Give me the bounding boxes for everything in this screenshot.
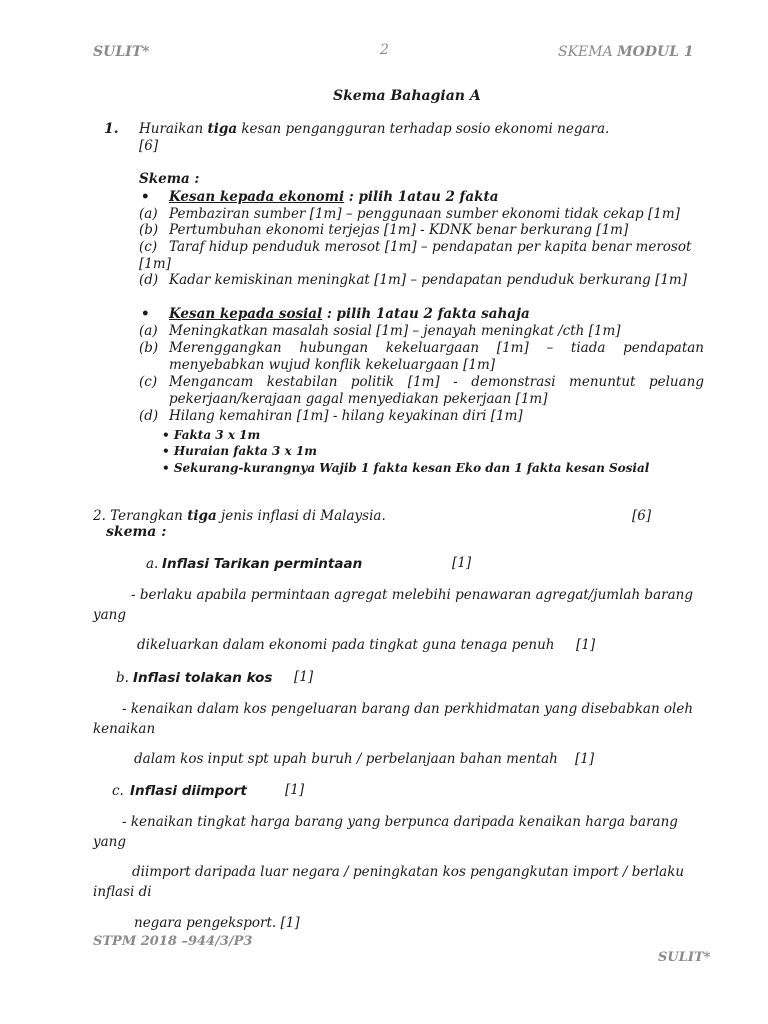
q2-skema-label: skema : — [106, 524, 167, 540]
group2-item-a-label: (a) — [139, 323, 158, 339]
q1-skema-label: Skema : — [139, 171, 200, 187]
note-fakta: • Fakta 3 x 1m — [162, 428, 261, 442]
header-skema-modul — [558, 44, 694, 60]
group2-item-c-line1: Mengancam kestabilan politik [1m] - demonstrasi menuntut peluang — [169, 374, 704, 390]
group2-heading-underlined: Kesan kepada sosial — [169, 306, 323, 322]
q2a-title: Inflasi Tarikan permintaan — [162, 556, 363, 572]
q1-text-post: kesan pengangguran terhadap sosio ekonomi negara. — [241, 121, 610, 137]
group2-item-b-line2: menyebabkan wujud konflik kekeluargaan [1m] — [169, 357, 496, 373]
group1-item-b-text: Pertumbuhan ekonomi terjejas [1m] - KDNK benar berkurang [1m] — [169, 222, 629, 238]
group2-item-d-label: (d) — [139, 408, 159, 424]
note-huraian: • Huraian fakta 3 x 1m — [162, 444, 317, 458]
q2c-line2: diimport daripada luar negara / peningkatan kos pengangkutan import / berlaku — [132, 864, 685, 880]
group2-item-d-text: Hilang kemahiran [1m] - hilang keyakinan diri [1m] — [169, 408, 523, 424]
header-skema: SKEMA — [558, 44, 613, 60]
group2-item-b-label: (b) — [139, 340, 159, 356]
group1-item-c-cont: [1m] — [139, 256, 171, 272]
q2-text-bold: tiga — [187, 508, 217, 524]
q2c-line1: - kenaikan tingkat harga barang yang berpunca daripada kenaikan harga barang — [122, 814, 678, 830]
q2-text-pre: 2. Terangkan — [93, 508, 183, 524]
q2a-line1b: yang — [93, 607, 127, 623]
group2-item-a-text: Meningkatkan masalah sosial [1m] – jenayah meningkat /cth [1m] — [169, 323, 621, 339]
q1-number: 1. — [104, 121, 119, 137]
q1-question — [139, 121, 609, 138]
q2-question — [93, 508, 386, 525]
q2b-line1: - kenaikan dalam kos pengeluaran barang dan perkhidmatan yang disebabkan oleh — [122, 701, 694, 717]
group2-bullet: • — [141, 306, 150, 322]
footer-sulit: SULIT* — [658, 950, 711, 965]
group1-heading-underlined: Kesan kepada ekonomi — [169, 189, 345, 205]
q2c-line2b: inflasi di — [93, 884, 152, 900]
q2c-title: Inflasi diimport — [130, 783, 247, 799]
q2b-line2: dalam kos input spt upah buruh / perbelanjaan bahan mentah — [134, 751, 558, 767]
group2-item-b-line1: Merenggangkan hubungan kekeluargaan [1m] – tiada pendapatan — [169, 340, 704, 356]
q2c-mark: [1] — [285, 782, 305, 798]
group1-bullet: • — [141, 189, 150, 205]
q2b-title: Inflasi tolakan kos — [133, 670, 273, 686]
q2b-line2-mark: [1] — [575, 751, 595, 767]
q2a-mark: [1] — [452, 555, 472, 571]
group1-heading-rest: : pilih 1atau 2 fakta — [348, 189, 499, 205]
note-wajib: • Sekurang-kurangnya Wajib 1 fakta kesan Eko dan 1 fakta kesan Sosial — [162, 461, 650, 475]
group1-item-b-label: (b) — [139, 222, 159, 238]
q2b-label: b. — [116, 670, 129, 686]
q2a-line1: - berlaku apabila permintaan agregat melebihi penawaran agregat/jumlah barang — [131, 587, 693, 603]
q2a-label: a. — [146, 556, 159, 572]
page-number: 2 — [380, 42, 389, 58]
group1-item-c-label: (c) — [139, 239, 158, 255]
group1-item-d-label: (d) — [139, 272, 159, 288]
q2c-label: c. — [112, 783, 124, 799]
q1-text-pre: Huraikan — [139, 121, 204, 137]
q2b-mark: [1] — [294, 669, 314, 685]
q2b-line1b: kenaikan — [93, 721, 156, 737]
q2a-line2: dikeluarkan dalam ekonomi pada tingkat guna tenaga penuh — [137, 637, 555, 653]
group1-heading — [169, 189, 498, 206]
group2-heading-rest: : pilih 1atau 2 fakta sahaja — [326, 306, 530, 322]
q1-text-bold: tiga — [207, 121, 238, 137]
group1-item-a-label: (a) — [139, 206, 158, 222]
group1-item-a-text: Pembaziran sumber [1m] – penggunaan sumber ekonomi tidak cekap [1m] — [169, 206, 680, 222]
q2a-line2-mark: [1] — [576, 637, 596, 653]
q1-marks: [6] — [139, 138, 159, 154]
group2-item-c-label: (c) — [139, 374, 158, 390]
group1-item-c-text: Taraf hidup penduduk merosot [1m] – pendapatan per kapita benar merosot — [169, 239, 692, 255]
q2c-line3: negara pengeksport. [1] — [134, 915, 300, 931]
q2c-line1b: yang — [93, 834, 127, 850]
section-title: Skema Bahagian A — [333, 88, 481, 104]
group2-heading — [169, 306, 530, 323]
q2-marks: [6] — [632, 508, 652, 524]
header-modul: MODUL 1 — [617, 44, 694, 60]
header-sulit: SULIT* — [93, 44, 150, 60]
group1-item-d-text: Kadar kemiskinan meningkat [1m] – pendapatan penduduk berkurang [1m] — [169, 272, 688, 288]
q2-text-post: jenis inflasi di Malaysia. — [221, 508, 386, 524]
footer-code: STPM 2018 –944/3/P3 — [93, 934, 253, 949]
group2-item-c-line2: pekerjaan/kerajaan gagal menyediakan pekerjaan [1m] — [169, 391, 548, 407]
